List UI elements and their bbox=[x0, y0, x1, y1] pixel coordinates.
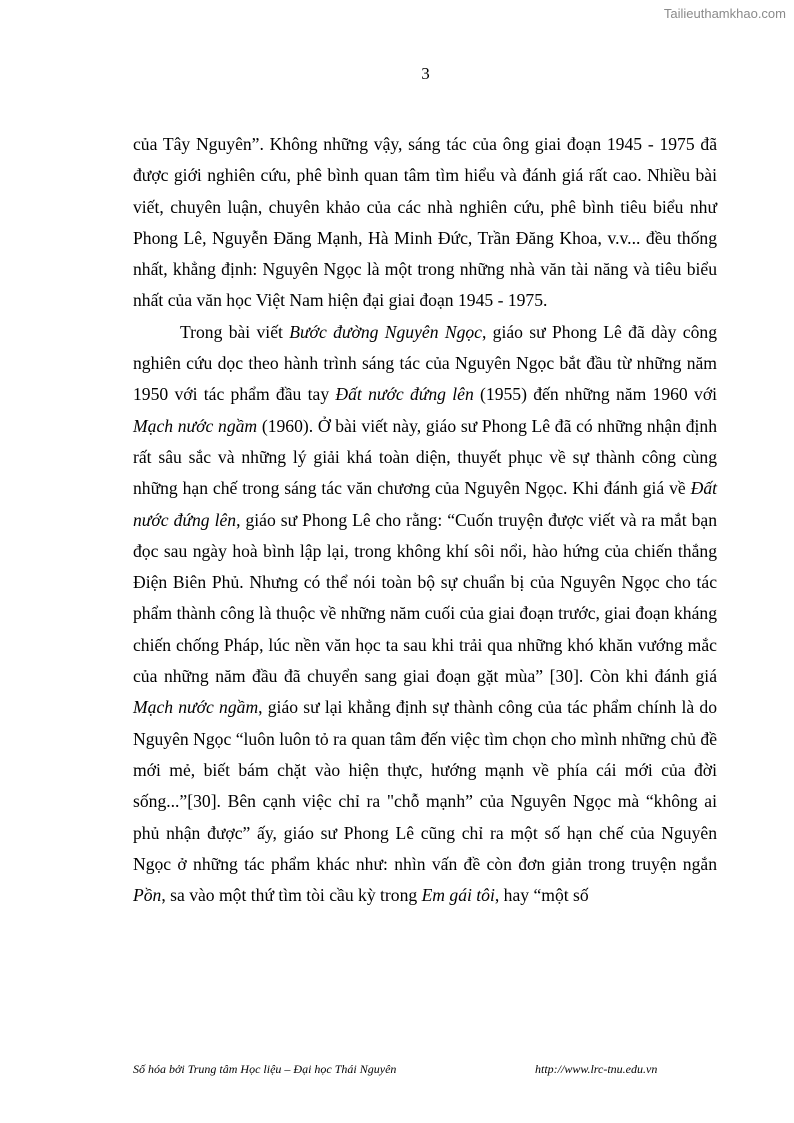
text-run: (1955) đến những năm 1960 với bbox=[473, 384, 718, 405]
text-run: Trong bài viết bbox=[180, 321, 290, 342]
work-title-italic: Em gái tôi bbox=[421, 885, 495, 906]
paragraph-1 bbox=[133, 129, 717, 317]
work-title-italic: Mạch nước ngầm bbox=[133, 415, 258, 436]
work-title-italic: Mạch nước ngầm bbox=[133, 697, 259, 718]
body-text bbox=[133, 129, 717, 911]
paragraph-1-text: của Tây Nguyên”. Không những vậy, sáng tác của ông giai đoạn 1945 - 1975 đã được giới nghiên cứu, phê bình quan tâm tìm hiểu và đánh giá rất cao. Nhiều bài viết, chuyên luận, chuyên khảo của các nhà nghiên cứu, phê bình tiêu biểu như Phong Lê, Nguyễn Đăng Mạnh, Hà Minh Đức, Trần Đăng Khoa, v.v... đều thống nhất, khẳng định: Nguyên Ngọc là một trong những nhà văn tài năng và tiêu biểu nhất của văn học Việt Nam hiện đại giai đoạn 1945 - 1975. bbox=[133, 134, 717, 311]
text-run: , hay “một số bbox=[494, 885, 589, 906]
text-run: , giáo sư Phong Lê đã dày công nghiên cứu dọc theo hành trình sáng tác của Nguyên Ngọc bắt đầu từ những năm 1950 với tác phẩm đầu tay bbox=[133, 321, 717, 405]
footer-url: http://www.lrc-tnu.edu.vn bbox=[535, 1062, 658, 1076]
text-run: , giáo sư Phong Lê cho rằng: “Cuốn truyện được viết và ra mắt bạn đọc sau ngày hoà bình lập lại, trong không khí sôi nổi, hào hứng của chiến thắng Điện Biên Phủ. Nhưng có thể nói toàn bộ sự chuẩn bị của Nguyên Ngọc cho tác phẩm thành công là thuộc về những năm cuối của giai đoạn trước, giai đoạn kháng chiến chống Pháp, lúc nền văn học ta sau khi trải qua những khó khăn vướng mắc của những năm đầu đã chuyển sang giai đoạn gặt mùa” [30]. Còn khi đánh giá bbox=[133, 509, 717, 687]
text-run: , sa vào một thứ tìm tòi cầu kỳ trong bbox=[161, 885, 422, 906]
work-title-italic: Bước đường Nguyên Ngọc bbox=[289, 321, 482, 342]
footer-digitized-by: Số hóa bởi Trung tâm Học liệu – Đại học Thái Nguyên bbox=[133, 1062, 397, 1076]
page-number: 3 bbox=[421, 64, 430, 83]
work-title-italic: Pồn bbox=[133, 885, 162, 906]
text-run: (1960). Ở bài viết này, giáo sư Phong Lê đã có những nhận định rất sâu sắc và những lý giải khá toàn diện, thuyết phục về sự thành công cùng những hạn chế trong sáng tác văn chương của Nguyên Ngọc. Khi đánh giá về bbox=[133, 415, 717, 499]
watermark-text: Tailieuthamkhao.com bbox=[663, 6, 786, 21]
work-title-italic: Đất nước đứng lên bbox=[335, 384, 474, 405]
text-run: , giáo sư lại khẳng định sự thành công của tác phẩm chính là do Nguyên Ngọc “luôn luôn tỏ ra quan tâm đến việc tìm chọn cho mình những chủ đề mới mẻ, biết bám chặt vào hiện thực, hướng mạnh về phía cái mới của đời sống...”[30]. Bên cạnh việc chỉ ra "chỗ mạnh” của Nguyên Ngọc mà “không ai phủ nhận được” ấy, giáo sư Phong Lê cũng chỉ ra một số hạn chế của Nguyên Ngọc ở những tác phẩm khác như: nhìn vấn đề còn đơn giản trong truyện ngắn bbox=[133, 697, 717, 874]
work-title-italic: Đất nước đứng lên bbox=[133, 478, 717, 530]
paragraph-2 bbox=[133, 317, 717, 912]
